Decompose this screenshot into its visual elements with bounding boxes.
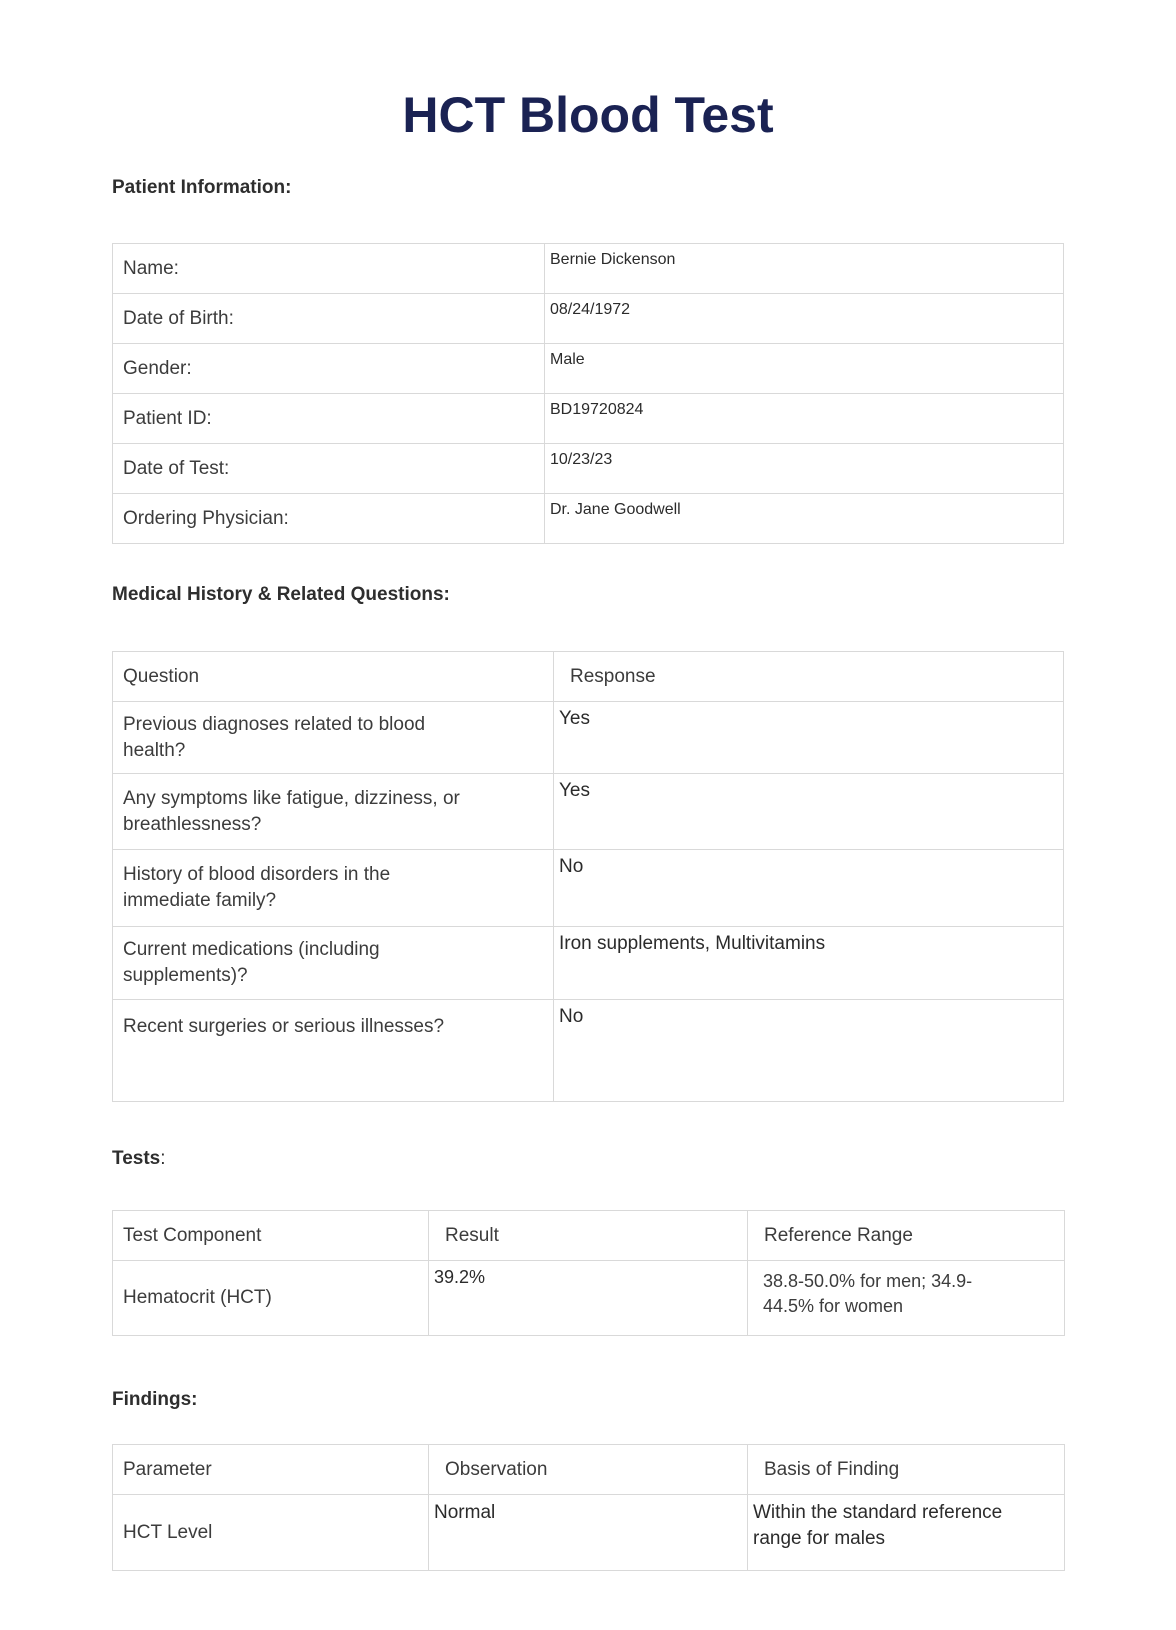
reference-range-value: 38.8-50.0% for men; 34.9-44.5% for women (748, 1261, 1065, 1336)
test-result-value: 39.2% (429, 1261, 748, 1336)
table-header-row (113, 1211, 1065, 1261)
history-question: Previous diagnoses related to blood health? (113, 702, 554, 774)
reference-range-column-header: Reference Range (748, 1211, 1065, 1261)
parameter-column-header: Parameter (113, 1445, 429, 1495)
test-date-value: 10/23/23 (545, 444, 1064, 494)
table-row (113, 774, 1064, 850)
medical-history-heading: Medical History & Related Questions: (112, 584, 450, 605)
table-row (113, 244, 1064, 294)
finding-basis-value: Within the standard reference range for males (748, 1495, 1065, 1571)
table-row (113, 344, 1064, 394)
tests-table (112, 1210, 1065, 1336)
table-row (113, 494, 1064, 544)
basis-of-finding-column-header: Basis of Finding (748, 1445, 1065, 1495)
patient-gender-label: Gender: (113, 344, 545, 394)
history-question: Current medications (including supplements)? (113, 927, 554, 1000)
test-date-label: Date of Test: (113, 444, 545, 494)
page-title: HCT Blood Test (402, 87, 774, 143)
patient-dob-label: Date of Birth: (113, 294, 545, 344)
history-response: Yes (554, 774, 1064, 850)
history-response: Iron supplements, Multivitamins (554, 927, 1064, 1000)
table-row (113, 394, 1064, 444)
finding-parameter-value: HCT Level (113, 1495, 429, 1571)
ordering-physician-value: Dr. Jane Goodwell (545, 494, 1064, 544)
tests-heading (112, 1148, 1064, 1170)
table-row (113, 1261, 1065, 1336)
history-response: No (554, 1000, 1064, 1102)
findings-table (112, 1444, 1065, 1571)
table-row (113, 927, 1064, 1000)
patient-gender-value: Male (545, 344, 1064, 394)
ordering-physician-label: Ordering Physician: (113, 494, 545, 544)
response-column-header: Response (554, 652, 1064, 702)
table-row (113, 1495, 1065, 1571)
patient-dob-value: 08/24/1972 (545, 294, 1064, 344)
history-question: Any symptoms like fatigue, dizziness, or breathlessness? (113, 774, 554, 850)
question-column-header: Question (113, 652, 554, 702)
finding-observation-value: Normal (429, 1495, 748, 1571)
tests-heading-bold: Tests (112, 1148, 161, 1169)
table-row (113, 444, 1064, 494)
patient-information-heading: Patient Information: (112, 177, 292, 198)
result-column-header: Result (429, 1211, 748, 1261)
history-question: Recent surgeries or serious illnesses? (113, 1000, 554, 1102)
history-response: Yes (554, 702, 1064, 774)
test-component-value: Hematocrit (HCT) (113, 1261, 429, 1336)
observation-column-header: Observation (429, 1445, 748, 1495)
patient-id-label: Patient ID: (113, 394, 545, 444)
history-question: History of blood disorders in the immediate family? (113, 850, 554, 927)
table-row (113, 294, 1064, 344)
patient-name-value: Bernie Dickenson (545, 244, 1064, 294)
table-header-row (113, 1445, 1065, 1495)
table-row (113, 850, 1064, 927)
test-component-column-header: Test Component (113, 1211, 429, 1261)
table-header-row (113, 652, 1064, 702)
patient-id-value: BD19720824 (545, 394, 1064, 444)
findings-heading: Findings: (112, 1389, 198, 1410)
patient-information-table (112, 243, 1064, 544)
document-page (112, 0, 1064, 1571)
table-row (113, 1000, 1064, 1102)
patient-name-label: Name: (113, 244, 545, 294)
tests-heading-colon: : (160, 1148, 166, 1169)
history-response: No (554, 850, 1064, 927)
table-row (113, 702, 1064, 774)
medical-history-table (112, 651, 1064, 1102)
